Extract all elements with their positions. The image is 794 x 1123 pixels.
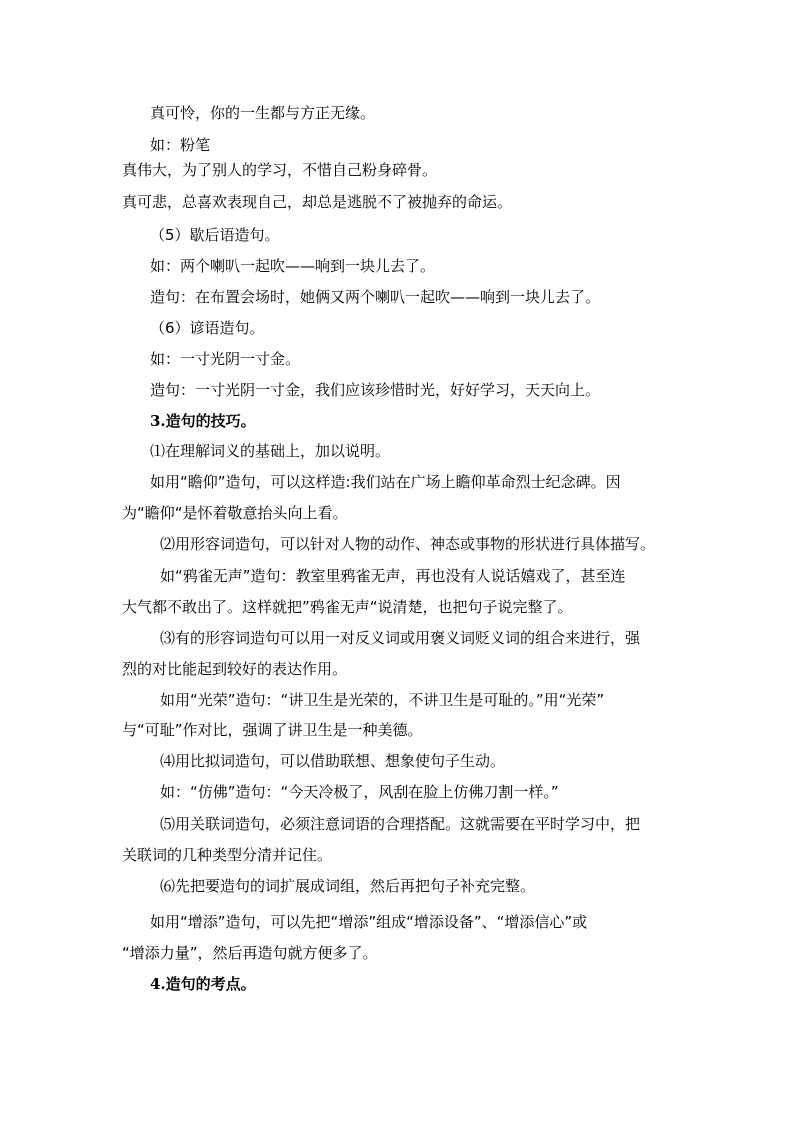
text-line: 真伟大，为了别人的学习，不惜自己粉身碎骨。 [122,161,438,179]
section-heading: 4.造句的考点。 [150,975,256,993]
text-line: “增添力量”，然后再造句就方便多了。 [122,944,378,962]
text-line: （6）谚语造句。 [150,319,265,337]
text-line: ⑴在理解词义的基础上，加以说明。 [150,442,391,460]
text-line: 造句：在布置会场时，她俩又两个喇叭一起吹——响到一块儿去了。 [150,288,601,306]
text-line: 造句：一寸光阴一寸金，我们应该珍惜时光，好好学习，天天向上。 [150,381,601,399]
text-line: 如：粉笔 [150,136,211,154]
text-line: ⑷用比拟词造句，可以借助联想、想象使句子生动。 [160,752,506,770]
text-line: 与“可耻”作对比，强调了讲卫生是一种美德。 [122,721,423,739]
text-line: 大气都不敢出了。这样就把”鸦雀无声“说清楚，也把句子说完整了。 [122,598,573,616]
text-line: 如“鸦雀无声”造句：教室里鸦雀无声，再也没有人说话嬉戏了，甚至连 [160,567,626,585]
text-line: （5）歇后语造句。 [150,226,280,244]
text-line: ⑵用形容词造句，可以针对人物的动作、神态或事物的形状进行具体描写。 [160,535,656,553]
text-line: 关联词的几种类型分清并记住。 [122,846,333,864]
text-line: 烈的对比能起到较好的表达作用。 [122,660,348,678]
section-heading: 3.造句的技巧。 [150,412,256,430]
text-line: 如：一寸光阴一寸金。 [150,350,301,368]
text-line: ⑹先把要造句的词扩展成词组，然后再把句子补充完整。 [160,877,536,895]
text-line: 为“瞻仰“是怀着敬意抬头向上看。 [122,504,348,522]
text-line: 如用“增添”造句，可以先把“增添”组成“增添设备”、“增添信心”或 [150,913,588,931]
text-line: 如用“光荣”造句：“讲卫生是光荣的，不讲卫生是可耻的。”用“光荣” [160,691,605,709]
text-line: 真可怜，你的一生都与方正无缘。 [150,104,376,122]
text-line: 如用“瞻仰”造句，可以这样造:我们站在广场上瞻仰革命烈士纪念碑。因 [150,473,621,491]
text-line: 如：两个喇叭一起吹——响到一块儿去了。 [150,257,436,275]
text-line: ⑶有的形容词造句可以用一对反义词或用褒义词贬义词的组合来进行，强 [160,629,641,647]
text-line: 真可悲，总喜欢表现自己，却总是逃脱不了被抛弃的命运。 [122,193,513,211]
text-line: 如：“仿佛”造句：“今天冷极了，风刮在脸上仿佛刀割一样。” [160,783,559,801]
text-line: ⑸用关联词造句，必须注意词语的合理搭配。这就需要在平时学习中，把 [160,815,641,833]
